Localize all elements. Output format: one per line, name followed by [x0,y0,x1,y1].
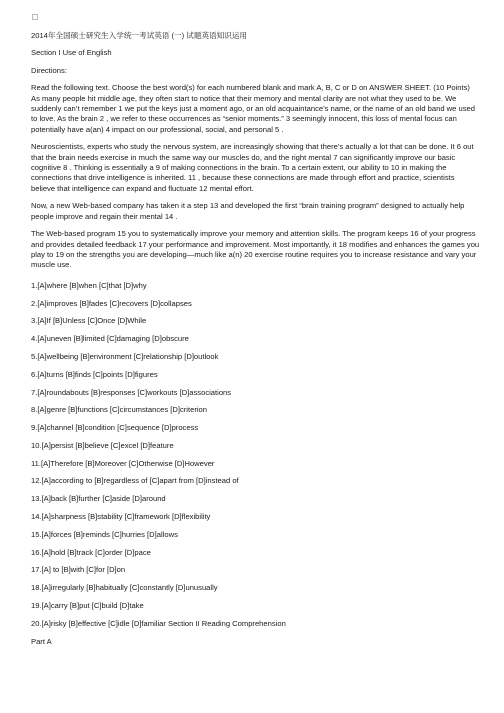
option-5: 5.[A]wellbeing [B]environment [C]relationship [D]outlook [31,351,219,361]
option-17: 17.[A] to [B]with [C]for [D]on [31,565,126,575]
option-7: 7.[A]roundabouts [B]responses [C]workouts [D]associations [31,387,232,397]
section-heading: Section I Use of English [31,48,112,58]
directions-label: Directions: [31,65,67,75]
option-16: 16.[A]hold [B]track [C]order [D]pace [31,547,151,557]
option-18: 18.[A]irregularly [B]habitually [C]constantly [D]unusually [31,583,218,593]
option-19: 19.[A]carry [B]put [C]build [D]take [31,601,144,611]
paragraph-4: The Web-based program 15 you to systematically improve your memory and attention skills. The program keeps 16 of your progress and provides detailed feedback 17 your performance and improvement. Most importantly, it 18 modifies and enhances the games you play to 19 on the strengths you are developing—much like a(n) 20 exercise routine requires you to increase resistance and vary your muscle use. [31,229,480,270]
directions-paragraph: Read the following text. Choose the best word(s) for each numbered blank and mark A, B, C or D on ANSWER SHEET. (10 Points) As many people hit middle age, they often start to notice that their memory and mental clarity are not what they used to be. We suddenly can’t remember 1 we put the keys just a moment ago, or an old acquaintance’s name, or the name of an old band we used to love. As the brain 2 , we refer to these occurrences as “senior moments.” 3 seemingly innocent, this loss of mental focus can potentially have a(an) 4 impact on our professional, social, and personal 5 . [31,83,475,134]
paragraph-3: Now, a new Web-based company has taken it a step 13 and developed the first “brain training program” designed to actually help people improve and regain their mental 14 . [31,201,465,221]
option-1: 1.[A]where [B]when [C]that [D]why [31,280,147,290]
answer-options-list [31,281,480,630]
option-10: 10.[A]persist [B]believe [C]excel [D]feature [31,440,174,450]
page-marker-icon [32,14,38,20]
part-heading: Part A [31,636,52,646]
document-title: 2014年全国硕士研究生入学统一考试英语 (一) 试题英语知识运用 [31,31,248,40]
paragraph-2: Neuroscientists, experts who study the nervous system, are increasingly showing that there’s actually a lot that can be done. It 6 out that the brain needs exercise in much the same way our muscles do, and the right mental 7 can significantly improve our basic cognitive 8 . Thinking is essentially a 9 of making connections in the brain. To a certain extent, our ability to 10 in making the connections that drive intelligence is inherited. 11 , because these connections are made through effort and practice, scientists believe that intelligence can expand and fluctuate 12 mental effort. [31,142,474,193]
option-8: 8.[A]genre [B]functions [C]circumstances [D]criterion [31,405,207,415]
option-9: 9.[A]channel [B]condition [C]sequence [D]process [31,423,199,433]
option-20: 20.[A]risky [B]effective [C]idle [D]familiar Section II Reading Comprehension [31,618,286,628]
option-11: 11.[A]Therefore [B]Moreover [C]Otherwise [D]However [31,458,215,468]
option-14: 14.[A]sharpness [B]stability [C]framework [D]flexibility [31,512,211,522]
option-15: 15.[A]forces [B]reminds [C]hurries [D]allows [31,529,178,539]
option-3: 3.[A]If [B]Unless [C]Once [D]While [31,316,147,326]
option-12: 12.[A]according to [B]regardless of [C]apart from [D]instead of [31,476,239,486]
option-6: 6.[A]turns [B]finds [C]points [D]figures [31,369,158,379]
option-13: 13.[A]back [B]further [C]aside [D]around [31,494,166,504]
option-4: 4.[A]uneven [B]limited [C]damaging [D]obscure [31,334,189,344]
option-2: 2.[A]improves [B]fades [C]recovers [D]collapses [31,298,192,308]
